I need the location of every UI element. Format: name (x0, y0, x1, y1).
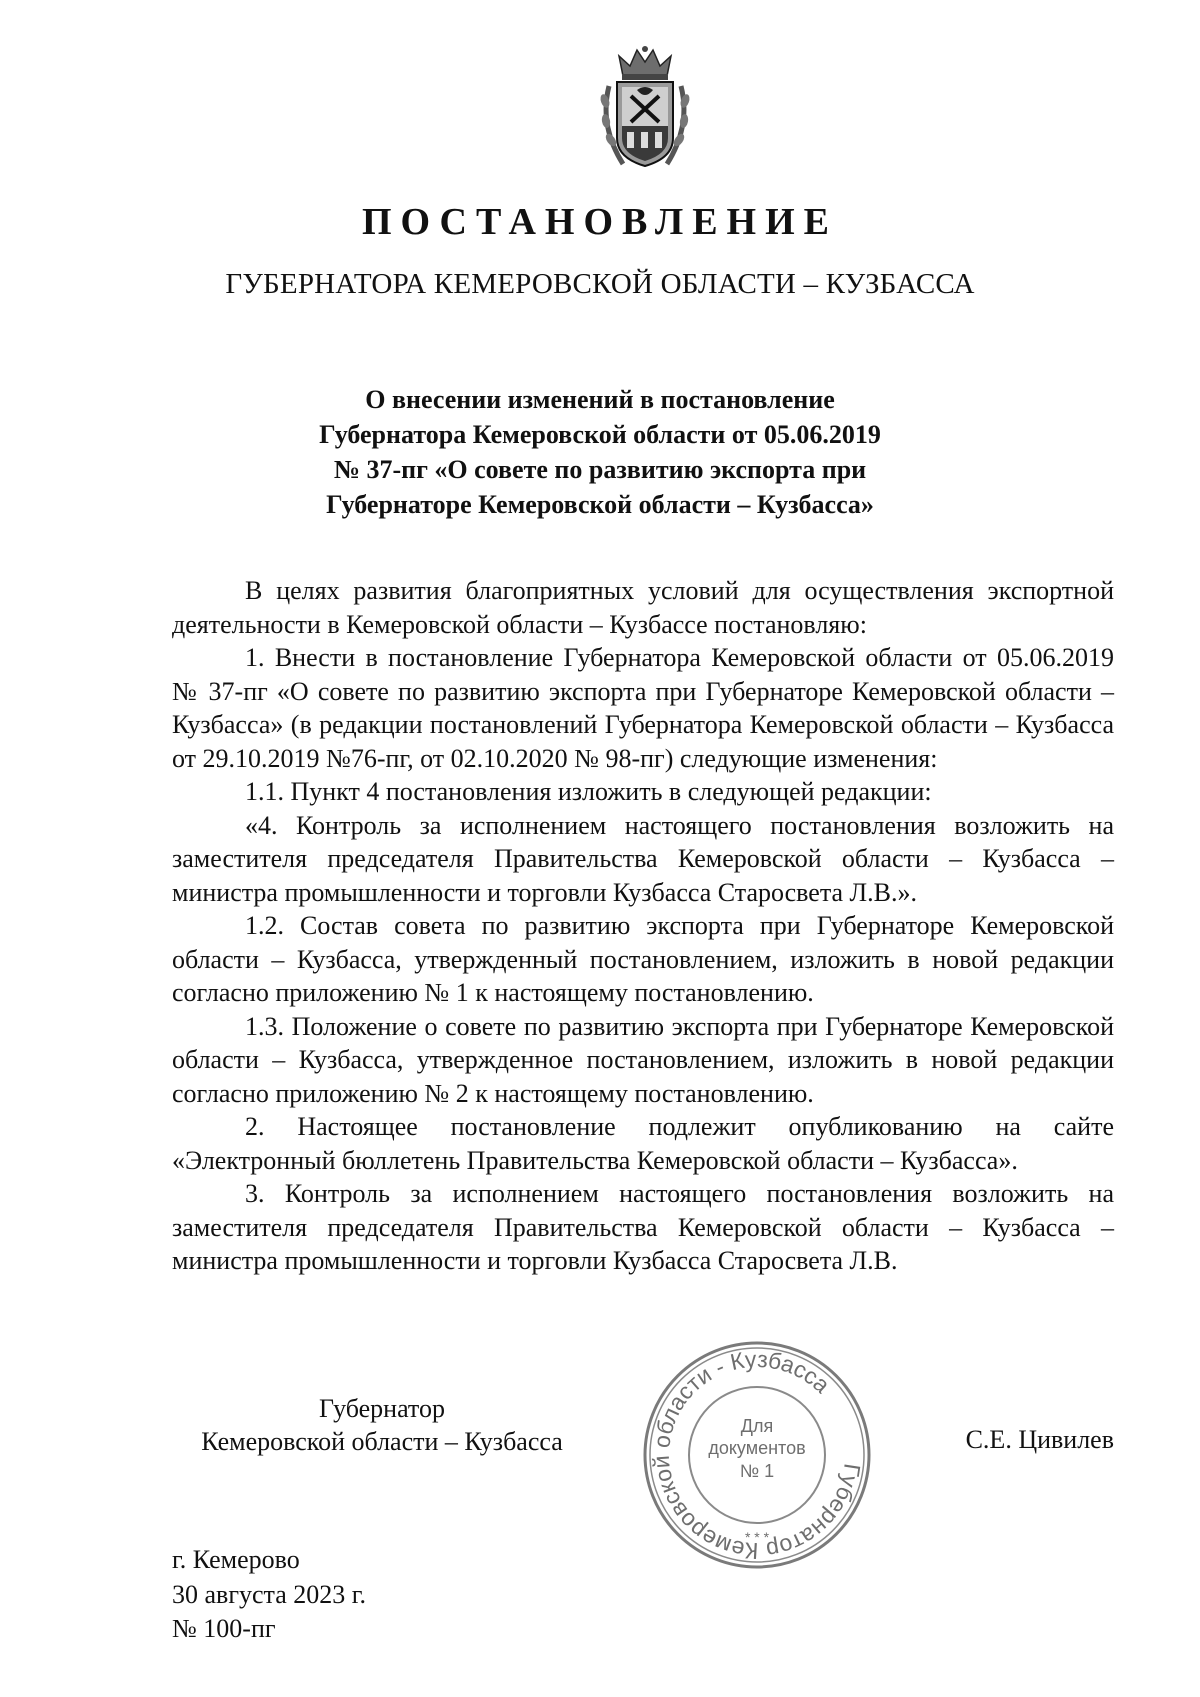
preamble-paragraph: В целях развития благоприятных условий для осуществления экспортной деятельности в Кемеровской области – Кузбассе постановляю: (172, 576, 1114, 639)
document-number: № 100-пг (172, 1614, 276, 1643)
stamp-stars: * * * (744, 1529, 770, 1545)
stamp-ring-text: Губернатор Кемеровской области - Кузбасса (647, 1345, 866, 1565)
clause-1-3-paragraph: 1.3. Положение о совете по развитию экспорта при Губернаторе Кемеровской области – Кузбасса, утвержденное постановлением, изложить в новой редакции согласно приложению № 2 к настоящему постановлению. (172, 1011, 1114, 1108)
stamp-center-text: Для (740, 1416, 774, 1436)
signatory-name: С.Е. Цивилев (965, 1425, 1114, 1454)
clause-2-paragraph: 2. Настоящее постановление подлежит опубликованию на сайте «Электронный бюллетень Правительства Кемеровской области – Кузбасса». (172, 1112, 1114, 1175)
subject-line: Губернатора Кемеровской области от 05.06.2019 (319, 420, 881, 449)
document-footer (172, 1543, 366, 1647)
document-body (172, 574, 1114, 1278)
issue-city: г. Кемерово (172, 1545, 300, 1574)
signatory-title (172, 1392, 592, 1458)
subject-line: № 37-пг «О совете по развитию экспорта при (333, 455, 867, 484)
signatory-title-line: Кемеровской области – Кузбасса (201, 1427, 563, 1456)
clause-1-2-paragraph: 1.2. Состав совета по развитию экспорта при Губернаторе Кемеровской области – Кузбасса, утвержденный постановлением, изложить в новой редакции согласно приложению № 1 к настоящему постановлению. (172, 911, 1114, 1007)
document-type-title: ПОСТАНОВЛЕНИЕ (361, 201, 839, 243)
clause-1-paragraph: 1. Внести в постановление Губернатора Кемеровской области от 05.06.2019 № 37-пг «О совете по развитию экспорта при Губернаторе Кемеровской области – Кузбасса» (в редакции постановлений Губернатора Кемеровской области – Кузбасса от 29.10.2019 №76-пг, от 02.10.2020 № 98-пг) следующие изменения: (172, 643, 1114, 773)
stamp-center-text: № 1 (739, 1461, 775, 1481)
document-issuer: ГУБЕРНАТОРА КЕМЕРОВСКОЙ ОБЛАСТИ – КУЗБАССА (225, 268, 975, 300)
signatory-title-line: Губернатор (319, 1394, 445, 1423)
official-stamp (642, 1340, 872, 1570)
subject-line: Губернаторе Кемеровской области – Кузбасса» (326, 490, 874, 519)
clause-3-paragraph: 3. Контроль за исполнением настоящего постановления возложить на заместителя председателя Правительства Кемеровской области – Кузбасса – министра промышленности и торговли Кузбасса Старосвета Л.В. (172, 1179, 1114, 1275)
coat-of-arms-icon (597, 46, 693, 172)
clause-1-1-paragraph: 1.1. Пункт 4 постановления изложить в следующей редакции: (245, 777, 932, 806)
clause-1-1-quote-paragraph: «4. Контроль за исполнением настоящего постановления возложить на заместителя председателя Правительства Кемеровской области – Кузбасса – министра промышленности и торговли Кузбасса Старосвета Л.В.». (172, 810, 1114, 907)
subject-line: О внесении изменений в постановление (365, 385, 835, 414)
document-subject (200, 382, 1000, 522)
stamp-center-text: документов (708, 1438, 806, 1458)
issue-date: 30 августа 2023 г. (172, 1579, 366, 1609)
